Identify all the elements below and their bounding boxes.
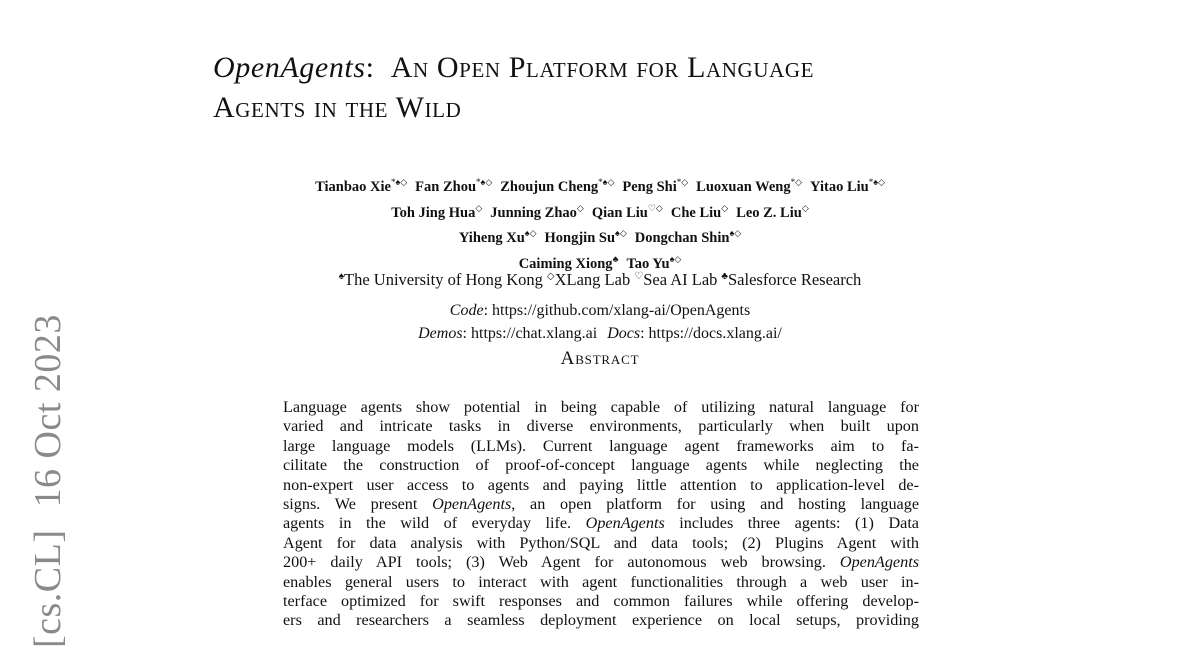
author-affiliation-marks: *♠◇: [390, 177, 408, 187]
author: [315, 179, 407, 195]
title-system-name: OpenAgents: [213, 51, 366, 84]
title-separator: :: [365, 51, 375, 84]
affiliation-mark: ♠: [338, 271, 345, 282]
arxiv-date: 16 Oct 2023: [27, 314, 69, 508]
author: [545, 230, 627, 246]
abstract-line: non-expert user access to agents and paying little attention to application-level de-: [283, 475, 919, 494]
author-name: Qian Liu: [591, 204, 648, 221]
demos-label: Demos: [418, 325, 463, 342]
author-affiliation-marks: *♠◇: [868, 177, 885, 187]
author-affiliation-marks: ◇: [721, 202, 729, 213]
author: [696, 179, 802, 195]
arxiv-side-stamp: [26, 314, 70, 648]
affiliation: [634, 270, 717, 289]
abstract-line: Language agents show potential in being capable of utilizing natural language for: [283, 398, 919, 416]
author: [500, 179, 614, 195]
author-affiliation-marks: ♠◇: [729, 228, 742, 238]
resource-links: [200, 299, 1000, 345]
author-name: Leo Z. Liu: [736, 204, 802, 221]
author-list: [200, 172, 1000, 274]
affiliation-mark: ♣: [721, 271, 728, 282]
author-name: Luoxuan Weng: [696, 179, 791, 195]
demos-url[interactable]: https://chat.xlang.ai: [471, 325, 598, 342]
affiliation-mark: ♡: [634, 271, 644, 282]
author-name: Junning Zhao: [490, 204, 577, 221]
arxiv-category: [cs.CL]: [27, 529, 69, 648]
affiliation-name: Sea AI Lab: [643, 270, 718, 289]
author-affiliation-marks: ◇: [801, 202, 809, 213]
author-affiliation-marks: ♠◇: [524, 228, 537, 238]
author-name: Che Liu: [670, 204, 722, 221]
code-label: Code: [449, 302, 484, 319]
affiliation: [339, 270, 543, 289]
docs-url[interactable]: https://docs.xlang.ai/: [648, 325, 782, 342]
author: [490, 202, 584, 221]
author-row: [200, 198, 1000, 224]
title-line2: Agents in the Wild: [213, 91, 462, 124]
abstract-line: varied and intricate tasks in diverse environments, particularly when built upon: [283, 417, 919, 436]
author-affiliation-marks: *◇: [790, 177, 803, 187]
paper-title: [213, 48, 1013, 128]
author-affiliation-marks: ♠◇: [669, 253, 682, 264]
affiliation-mark: ◇: [546, 271, 555, 282]
abstract-line: 200+ daily API tools; (3) Web Agent for autonomous web browsing. OpenAgents: [283, 553, 919, 572]
author-name: Hongjin Su: [544, 230, 616, 246]
docs-label: Docs: [607, 325, 641, 342]
abstract-line: enables general users to interact with agent functionalities through a web user in-: [283, 572, 919, 591]
abstract-body: [283, 398, 919, 631]
author: [391, 202, 483, 221]
title-line1: An Open Platform for Language: [390, 51, 815, 84]
abstract-heading: Abstract: [560, 348, 640, 369]
author-affiliation-marks: ♣: [612, 253, 619, 264]
author-name: Toh Jing Hua: [391, 204, 476, 221]
affiliation-name: The University of Hong Kong: [344, 270, 543, 289]
abstract-line: signs. We present OpenAgents, an open platform for using and hosting language: [283, 495, 919, 514]
author: [591, 202, 663, 221]
author-affiliation-marks: ♡◇: [647, 202, 663, 213]
author: [622, 179, 688, 195]
author: [810, 179, 885, 195]
affiliation: [547, 270, 630, 289]
author: [415, 179, 492, 195]
affiliation-name: Salesforce Research: [727, 270, 862, 289]
abstract-line: terface optimized for swift responses and common failures while offering develop-: [283, 592, 919, 611]
abstract-line: Agent for data analysis with Python/SQL and data tools; (2) Plugins Agent with: [283, 533, 919, 552]
author-name: Dongchan Shin: [634, 230, 730, 246]
affiliation-list: [200, 266, 1000, 291]
author-name: Tao Yu: [626, 255, 670, 272]
author-affiliation-marks: ◇: [475, 202, 483, 213]
author-name: Tianbao Xie: [315, 179, 391, 195]
author: [670, 202, 729, 221]
abstract-line: cilitate the construction of proof-of-concept language agents while neglecting the: [283, 456, 919, 475]
affiliation: [721, 270, 861, 289]
code-link-row: Code: https://github.com/xlang-ai/OpenAgents: [449, 302, 751, 319]
author-name: Caiming Xiong: [518, 255, 613, 272]
abstract-line: ers and researchers a seamless deployment experience on local setups, providing: [283, 611, 919, 630]
code-url[interactable]: https://github.com/xlang-ai/OpenAgents: [492, 302, 751, 319]
abstract-line: large language models (LLMs). Current language agent frameworks aim to fa-: [283, 436, 919, 455]
author-name: Yitao Liu: [810, 179, 869, 195]
author-name: Fan Zhou: [415, 179, 477, 195]
author-name: Zhoujun Cheng: [500, 179, 599, 195]
author-name: Peng Shi: [622, 179, 677, 195]
author-row: [200, 223, 1000, 249]
demos-docs-row: Demos: https://chat.xlang.ai Docs: https://docs.xlang.ai/: [418, 325, 782, 342]
author-name: Yiheng Xu: [458, 230, 525, 246]
author: [635, 230, 741, 246]
affiliation-name: XLang Lab: [554, 270, 631, 289]
author: [459, 230, 537, 246]
author-affiliation-marks: *◇: [676, 177, 689, 187]
author-affiliation-marks: ♠◇: [615, 228, 627, 238]
author-affiliation-marks: *♠◇: [598, 177, 615, 187]
author-row: [200, 172, 1000, 198]
author-affiliation-marks: ◇: [576, 202, 584, 213]
abstract-line: agents in the wild of everyday life. OpenAgents includes three agents: (1) Data: [283, 514, 919, 533]
author-affiliation-marks: *♠◇: [476, 177, 493, 187]
author: [736, 202, 809, 221]
